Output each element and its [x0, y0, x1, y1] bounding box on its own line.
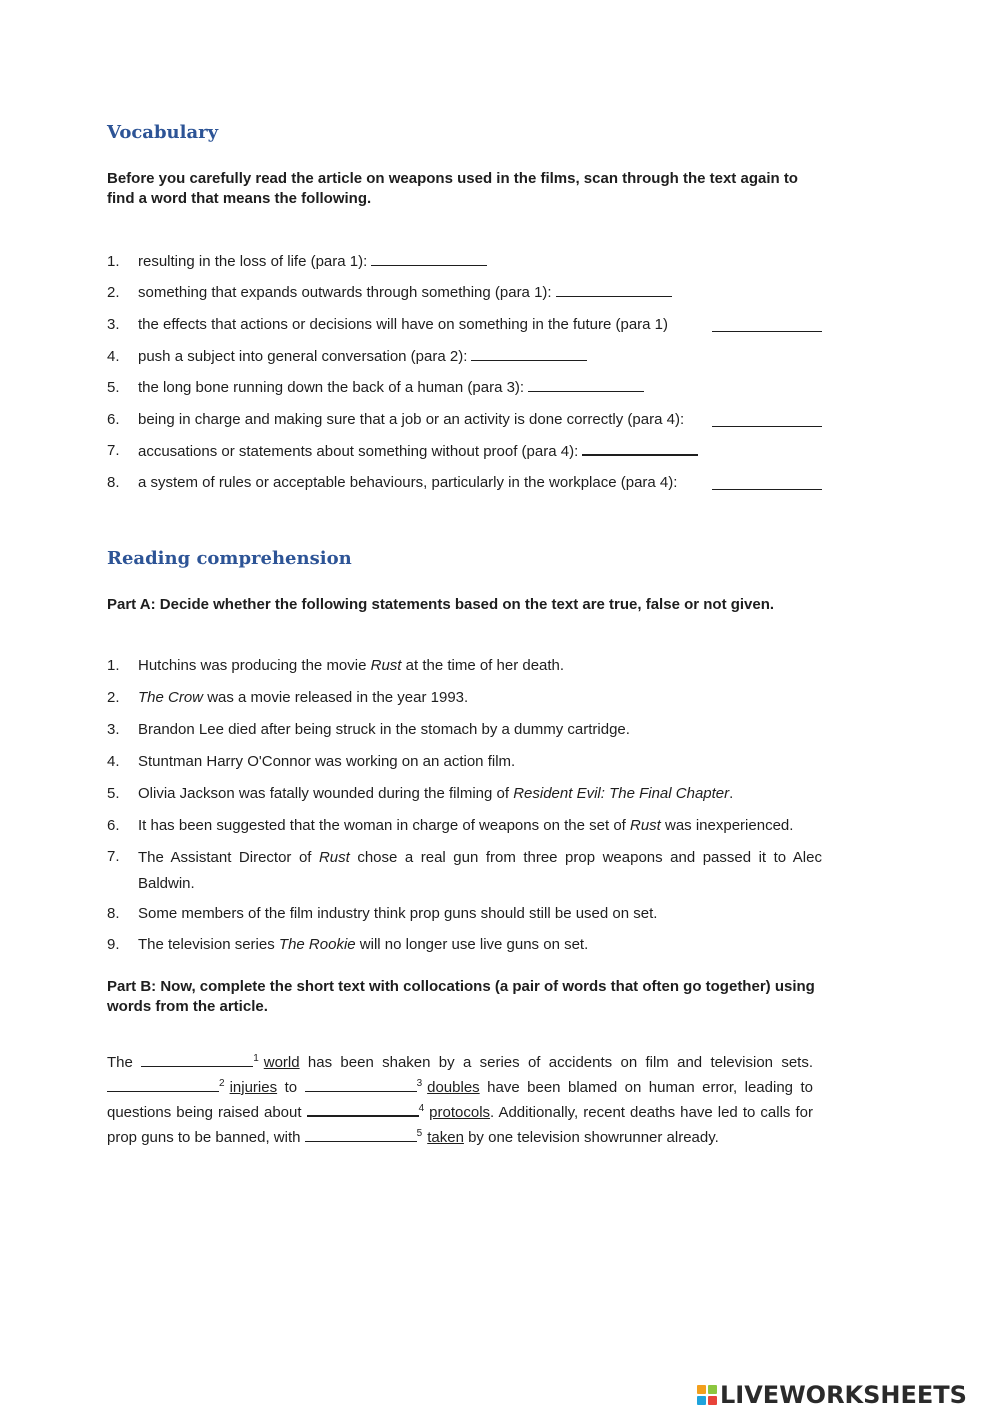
item-text: The Assistant Director of Rust chose a real gun from three prop weapons and passed it to Alec Baldwin.	[138, 849, 822, 892]
item-text: Some members of the film industry think prop guns should still be used on set.	[138, 905, 658, 922]
item-number: 5.	[107, 379, 120, 396]
answer-blank-2[interactable]	[107, 1076, 219, 1092]
item-text: Olivia Jackson was fatally wounded during the filming of Resident Evil: The Final Chapter.	[138, 785, 734, 802]
liveworksheets-logo	[697, 1378, 997, 1412]
item-number: 4.	[107, 753, 120, 770]
answer-blank[interactable]	[712, 474, 822, 490]
part-a-instructions: Part A: Decide whether the following statements based on the text are true, false or not given.	[107, 596, 775, 613]
item-text: The television series The Rookie will no longer use live guns on set.	[138, 936, 589, 953]
item-text: push a subject into general conversation (para 2):	[138, 348, 468, 365]
item-text: the long bone running down the back of a human (para 3):	[138, 379, 525, 396]
answer-blank[interactable]	[471, 345, 587, 361]
answer-blank[interactable]	[712, 316, 822, 332]
collocation-paragraph: The $^1$ world has been shaken by a series of accidents on film and television sets. $^2$ injuries to $^3$ doubles have been blamed on human error, leading to questions being raised about $^4$ protocols. Additionally, recent deaths have led to calls for prop guns to be banned, with $^5$ taken by one television showrunner already.	[107, 1053, 813, 1146]
answer-blank-4[interactable]	[307, 1100, 419, 1117]
item-number: 2.	[107, 284, 120, 301]
item-number: 5.	[107, 785, 120, 802]
item-number: 7.	[107, 848, 120, 865]
answer-blank-1[interactable]	[141, 1051, 253, 1067]
vocabulary-instructions: Before you carefully read the article on weapons used in the films, scan through the text again to find a word that means the following.	[107, 170, 798, 207]
answer-blank-3[interactable]	[305, 1076, 417, 1092]
item-text: Brandon Lee died after being struck in the stomach by a dummy cartridge.	[138, 721, 630, 738]
item-number: 7.	[107, 442, 120, 459]
answer-blank[interactable]	[582, 439, 698, 456]
item-text: Stuntman Harry O'Connor was working on an action film.	[138, 753, 516, 770]
item-text: being in charge and making sure that a job or an activity is done correctly (para 4):	[138, 411, 685, 428]
item-text: a system of rules or acceptable behaviours, particularly in the workplace (para 4):	[138, 474, 678, 491]
item-number: 9.	[107, 936, 120, 953]
item-number: 6.	[107, 411, 120, 428]
item-number: 2.	[107, 689, 120, 706]
item-number: 6.	[107, 817, 120, 834]
answer-blank[interactable]	[371, 250, 487, 266]
vocabulary-heading: Vocabulary	[107, 122, 219, 143]
answer-blank[interactable]	[556, 281, 672, 297]
logo-grid-icon	[697, 1385, 717, 1405]
item-number: 1.	[107, 657, 120, 674]
item-text: something that expands outwards through something (para 1):	[138, 284, 552, 301]
part-b-instructions: Part B: Now, complete the short text with collocations (a pair of words that often go together) using words from the article.	[107, 978, 815, 1015]
item-number: 4.	[107, 348, 120, 365]
answer-blank[interactable]	[712, 411, 822, 427]
item-text: resulting in the loss of life (para 1):	[138, 253, 368, 270]
answer-blank[interactable]	[528, 376, 644, 392]
item-number: 3.	[107, 721, 120, 738]
answer-blank-5[interactable]	[305, 1126, 417, 1142]
item-number: 8.	[107, 474, 120, 491]
item-number: 8.	[107, 905, 120, 922]
item-text: The Crow was a movie released in the year 1993.	[138, 689, 469, 706]
item-number: 3.	[107, 316, 120, 333]
item-text: the effects that actions or decisions will have on something in the future (para 1)	[138, 316, 669, 333]
item-text: Hutchins was producing the movie Rust at the time of her death.	[138, 657, 565, 674]
item-text: It has been suggested that the woman in charge of weapons on the set of Rust was inexperienced.	[138, 817, 794, 834]
logo-text: LIVEWORKSHEETS	[720, 1381, 967, 1409]
reading-heading: Reading comprehension	[107, 548, 352, 569]
item-number: 1.	[107, 253, 120, 270]
item-text: accusations or statements about something without proof (para 4):	[138, 443, 579, 460]
